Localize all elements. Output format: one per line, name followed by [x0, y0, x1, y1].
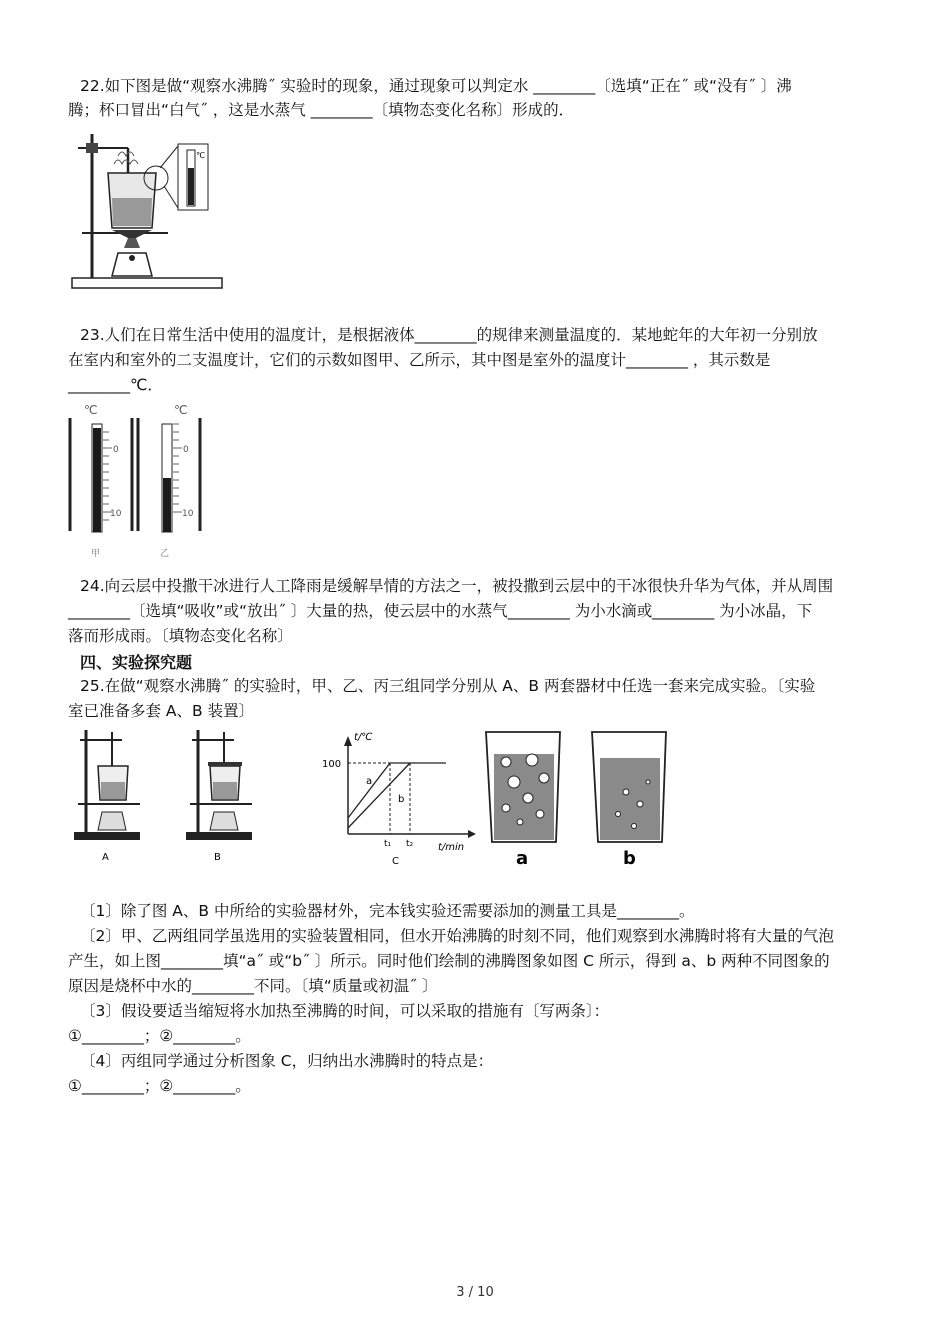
q24-line1: 24.向云层中投撒干冰进行人工降雨是缓解旱情的方法之一，被投撒到云层中的干冰很快升华为气体，并从周围	[80, 577, 834, 595]
q25-sub4-line1: 〔4〕丙组同学通过分析图象 C，归纳出水沸腾时的特点是：	[80, 1052, 494, 1070]
q25-sub1: 〔1〕除了图 A、B 中所给的实验器材外，完本钱实验还需要添加的测量工具是________。	[80, 902, 695, 920]
q25-sub2-line1: 〔2〕甲、乙两组同学虽选用的实验装置相同，但水开始沸腾的时刻不同，他们观察到水沸腾时将有大量的气泡	[80, 927, 834, 945]
q23-unit-left: ℃	[84, 403, 98, 417]
q23-thermometers-figure	[66, 396, 206, 562]
q22-line1: 22.如下图是做“观察水沸腾˝ 实验时的现象，通过现象可以判定水 ________〔选填“正在˝ 或“没有˝ 〕沸	[80, 77, 792, 95]
q23-line1: 23.人们在日常生活中使用的温度计，是根据液体________的规律来测量温度的．某地蛇年的大年初一分别放	[80, 326, 818, 344]
q23-unit-right: ℃	[174, 403, 188, 417]
apparatus-a-label: A	[102, 852, 109, 863]
q25-line2: 室已准备多套 A、B 装置〕	[68, 702, 255, 720]
graph-curve-b-label: b	[398, 794, 405, 805]
q23-tick-zero-right: 0	[183, 445, 189, 455]
q24-line2: ________〔选填“吸收”或“放出˝ 〕大量的热，使云层中的水蒸气________ 为小水滴或________ 为小冰晶，下	[68, 602, 813, 620]
graph-y-axis-label: t/℃	[354, 732, 373, 743]
q25-sub4-line2: ①________；②________。	[68, 1077, 251, 1095]
graph-curve-a-label: a	[366, 776, 373, 787]
graph-c	[322, 732, 476, 867]
graph-t2-label: t₂	[406, 839, 414, 849]
apparatus-a-figure	[74, 730, 140, 863]
q23-label-yi: 乙	[160, 549, 170, 559]
q22-line2: 腾；杯口冒出“白气˝ ，这是水蒸气 ________〔填物态变化名称〕形成的．	[68, 101, 575, 119]
q23-tick-zero-left: 0	[113, 445, 119, 455]
graph-caption: C	[392, 856, 399, 867]
graph-x-axis-label: t/min	[438, 842, 465, 853]
page-number: 3 / 10	[456, 1285, 494, 1300]
q23-tick-ten-right: 10	[182, 509, 194, 519]
apparatus-b-figure	[186, 730, 252, 863]
q25-sub2-line2: 产生，如上图________填“a˝ 或“b˝ 〕所示。同时他们绘制的沸腾图象如图 C 所示，得到 a、b 两种不同图象的	[68, 952, 830, 970]
q24-line3: 落而形成雨。〔填物态变化名称〕	[68, 627, 293, 645]
q22-thermometer-unit: ℃	[196, 151, 205, 160]
graph-tick-100: 100	[322, 759, 342, 770]
beaker-a-label: a	[516, 848, 529, 869]
apparatus-b-label: B	[214, 852, 221, 863]
q23-line3: ________℃．	[68, 376, 163, 394]
beaker-b-label: b	[623, 848, 636, 869]
beaker-b-figure	[592, 732, 666, 869]
q25-sub2-line3: 原因是烧杯中水的________不同。〔填“质量或初温˝ 〕	[68, 977, 438, 995]
q23-label-jia: 甲	[91, 549, 101, 559]
q22-boiling-apparatus-figure	[68, 128, 228, 296]
q25-sub3-line2: ①________；②________。	[68, 1027, 251, 1045]
q25-line1: 25.在做“观察水沸腾˝ 的实验时，甲、乙、丙三组同学分别从 A、B 两套器材中任选一套来完成实验。〔实验	[80, 677, 816, 695]
beaker-a-figure	[486, 732, 560, 869]
q25-figures	[66, 722, 676, 872]
graph-t1-label: t₁	[384, 839, 392, 849]
q23-line2: 在室内和室外的二支温度计，它们的示数如图甲、乙所示，其中图是室外的温度计________ ，其示数是	[68, 351, 771, 369]
q23-tick-ten-left: 10	[110, 509, 122, 519]
q25-sub3-line1: 〔3〕假设要适当缩短将水加热至沸腾的时间，可以采取的措施有〔写两条〕：	[80, 1002, 610, 1020]
section-title: 四、实验探究题	[80, 653, 193, 672]
